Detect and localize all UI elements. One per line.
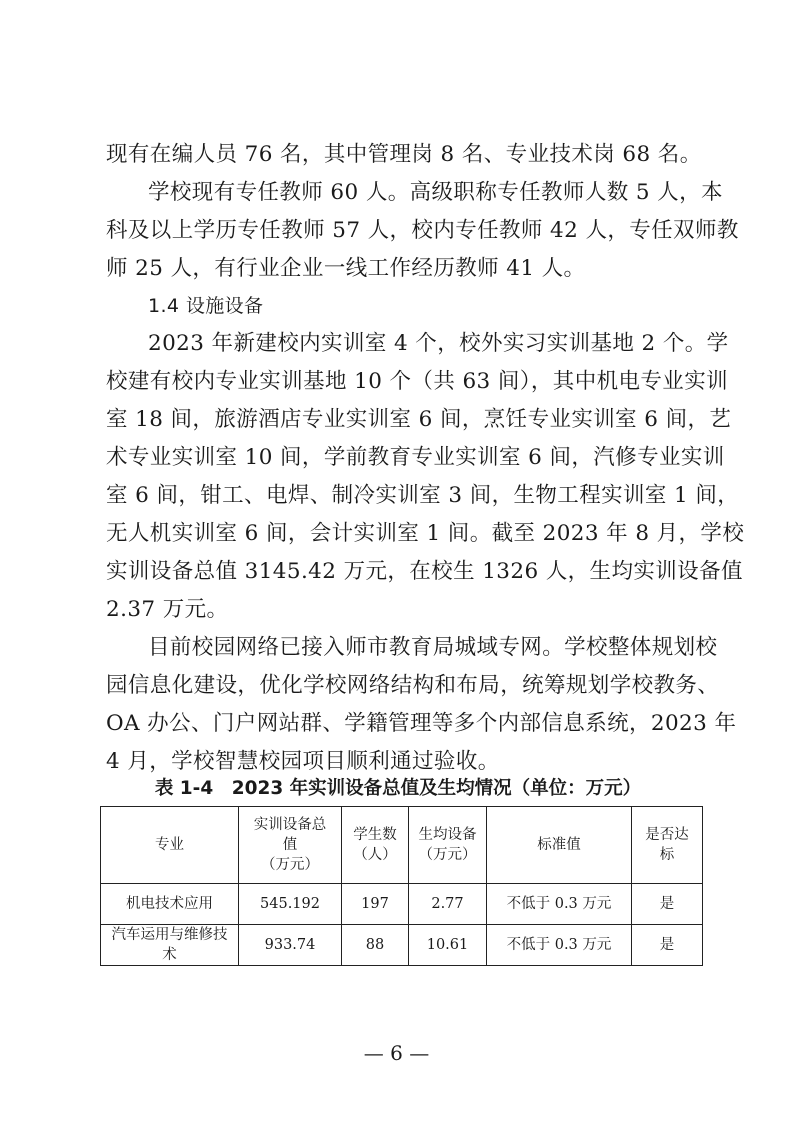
- cell-major-text-1: 汽车运用与维修技: [111, 927, 228, 943]
- header-standard-text: 标准值: [537, 837, 581, 853]
- paragraph-facilities-line-3: 室 18 间，旅游酒店专业实训室 6 间，烹饪专业实训室 6 间，艺: [106, 407, 732, 432]
- paragraph-facilities-line-4: 术专业实训室 10 间，学前教育专业实训室 6 间，汽修专业实训: [106, 445, 725, 470]
- cell-students: 197: [342, 884, 409, 925]
- header-major-text: 专业: [155, 837, 184, 853]
- table-header-row: [101, 807, 703, 884]
- paragraph-teachers-line-3: 师 25 人，有行业企业一线工作经历教师 41 人。: [106, 256, 586, 281]
- header-students-text-1: 学生数: [353, 827, 397, 843]
- cell-meets: 是: [632, 925, 703, 966]
- paragraph-network-line-3: OA 办公、门户网站群、学籍管理等多个内部信息系统，2023 年: [106, 711, 737, 736]
- equipment-table: [100, 806, 703, 966]
- section-heading: 1.4 设施设备: [148, 295, 264, 317]
- paragraph-facilities-line-8: 2.37 万元。: [106, 597, 229, 622]
- cell-meets: 是: [632, 884, 703, 925]
- paragraph-facilities-line-5: 室 6 间，钳工、电焊、制冷实训室 3 间，生物工程实训室 1 间，: [106, 483, 740, 508]
- header-per-student-text-1: 生均设备: [418, 827, 477, 843]
- header-per-student-text-2: （万元）: [418, 847, 477, 863]
- table-row: [101, 925, 703, 966]
- cell-major-text-2: 术: [162, 947, 177, 963]
- paragraph-network-line-4: 4 月，学校智慧校园项目顺利通过验收。: [106, 749, 500, 774]
- paragraph-facilities-line-1: 2023 年新建校内实训室 4 个，校外实习实训基地 2 个。学: [148, 331, 729, 356]
- header-total-text-1: 实训设备总: [253, 817, 327, 833]
- paragraph-staff-line: 现有在编人员 76 名，其中管理岗 8 名、专业技术岗 68 名。: [106, 142, 702, 167]
- paragraph-network-line-1: 目前校园网络已接入师市教育局城域专网。学校整体规划校: [148, 635, 718, 660]
- cell-total: 545.192: [239, 884, 342, 925]
- cell-per-student: 2.77: [409, 884, 487, 925]
- table-caption: 表 1-4 2023 年实训设备总值及生均情况（单位：万元）: [154, 778, 642, 799]
- header-total-text-3: （万元）: [261, 857, 319, 873]
- cell-students: 88: [342, 925, 409, 966]
- header-meets-text-1: 是否达: [645, 827, 689, 843]
- header-total: [239, 807, 342, 884]
- paragraph-facilities-line-7: 实训设备总值 3145.42 万元，在校生 1326 人，生均实训设备值: [106, 559, 743, 584]
- header-meets: [632, 807, 703, 884]
- paragraph-network-line-2: 园信息化建设，优化学校网络结构和布局，统筹规划学校教务、: [106, 673, 720, 698]
- header-per-student: [409, 807, 487, 884]
- cell-per-student: 10.61: [409, 925, 487, 966]
- header-major: [101, 807, 239, 884]
- paragraph-teachers-line-2: 科及以上学历专任教师 57 人，校内专任教师 42 人，专任双师教: [106, 218, 739, 243]
- cell-major: [101, 884, 239, 925]
- header-total-text-2: 值: [282, 837, 298, 853]
- header-students-text-2: （人）: [353, 847, 397, 863]
- header-meets-text-2: 标: [659, 847, 675, 863]
- paragraph-teachers-line-1: 学校现有专任教师 60 人。高级职称专任教师人数 5 人，本: [148, 180, 723, 205]
- cell-major: [101, 925, 239, 966]
- header-students: [342, 807, 409, 884]
- cell-standard: 不低于 0.3 万元: [487, 884, 632, 925]
- cell-major-text: 机电技术应用: [126, 896, 213, 912]
- paragraph-facilities-line-6: 无人机实训室 6 间，会计实训室 1 间。截至 2023 年 8 月，学校: [106, 521, 745, 546]
- page-number: — 6 —: [363, 1041, 430, 1065]
- header-standard: [487, 807, 632, 884]
- cell-standard: 不低于 0.3 万元: [487, 925, 632, 966]
- paragraph-facilities-line-2: 校建有校内专业实训基地 10 个（共 63 间），其中机电专业实训: [106, 369, 729, 394]
- table-row: [101, 884, 703, 925]
- cell-total: 933.74: [239, 925, 342, 966]
